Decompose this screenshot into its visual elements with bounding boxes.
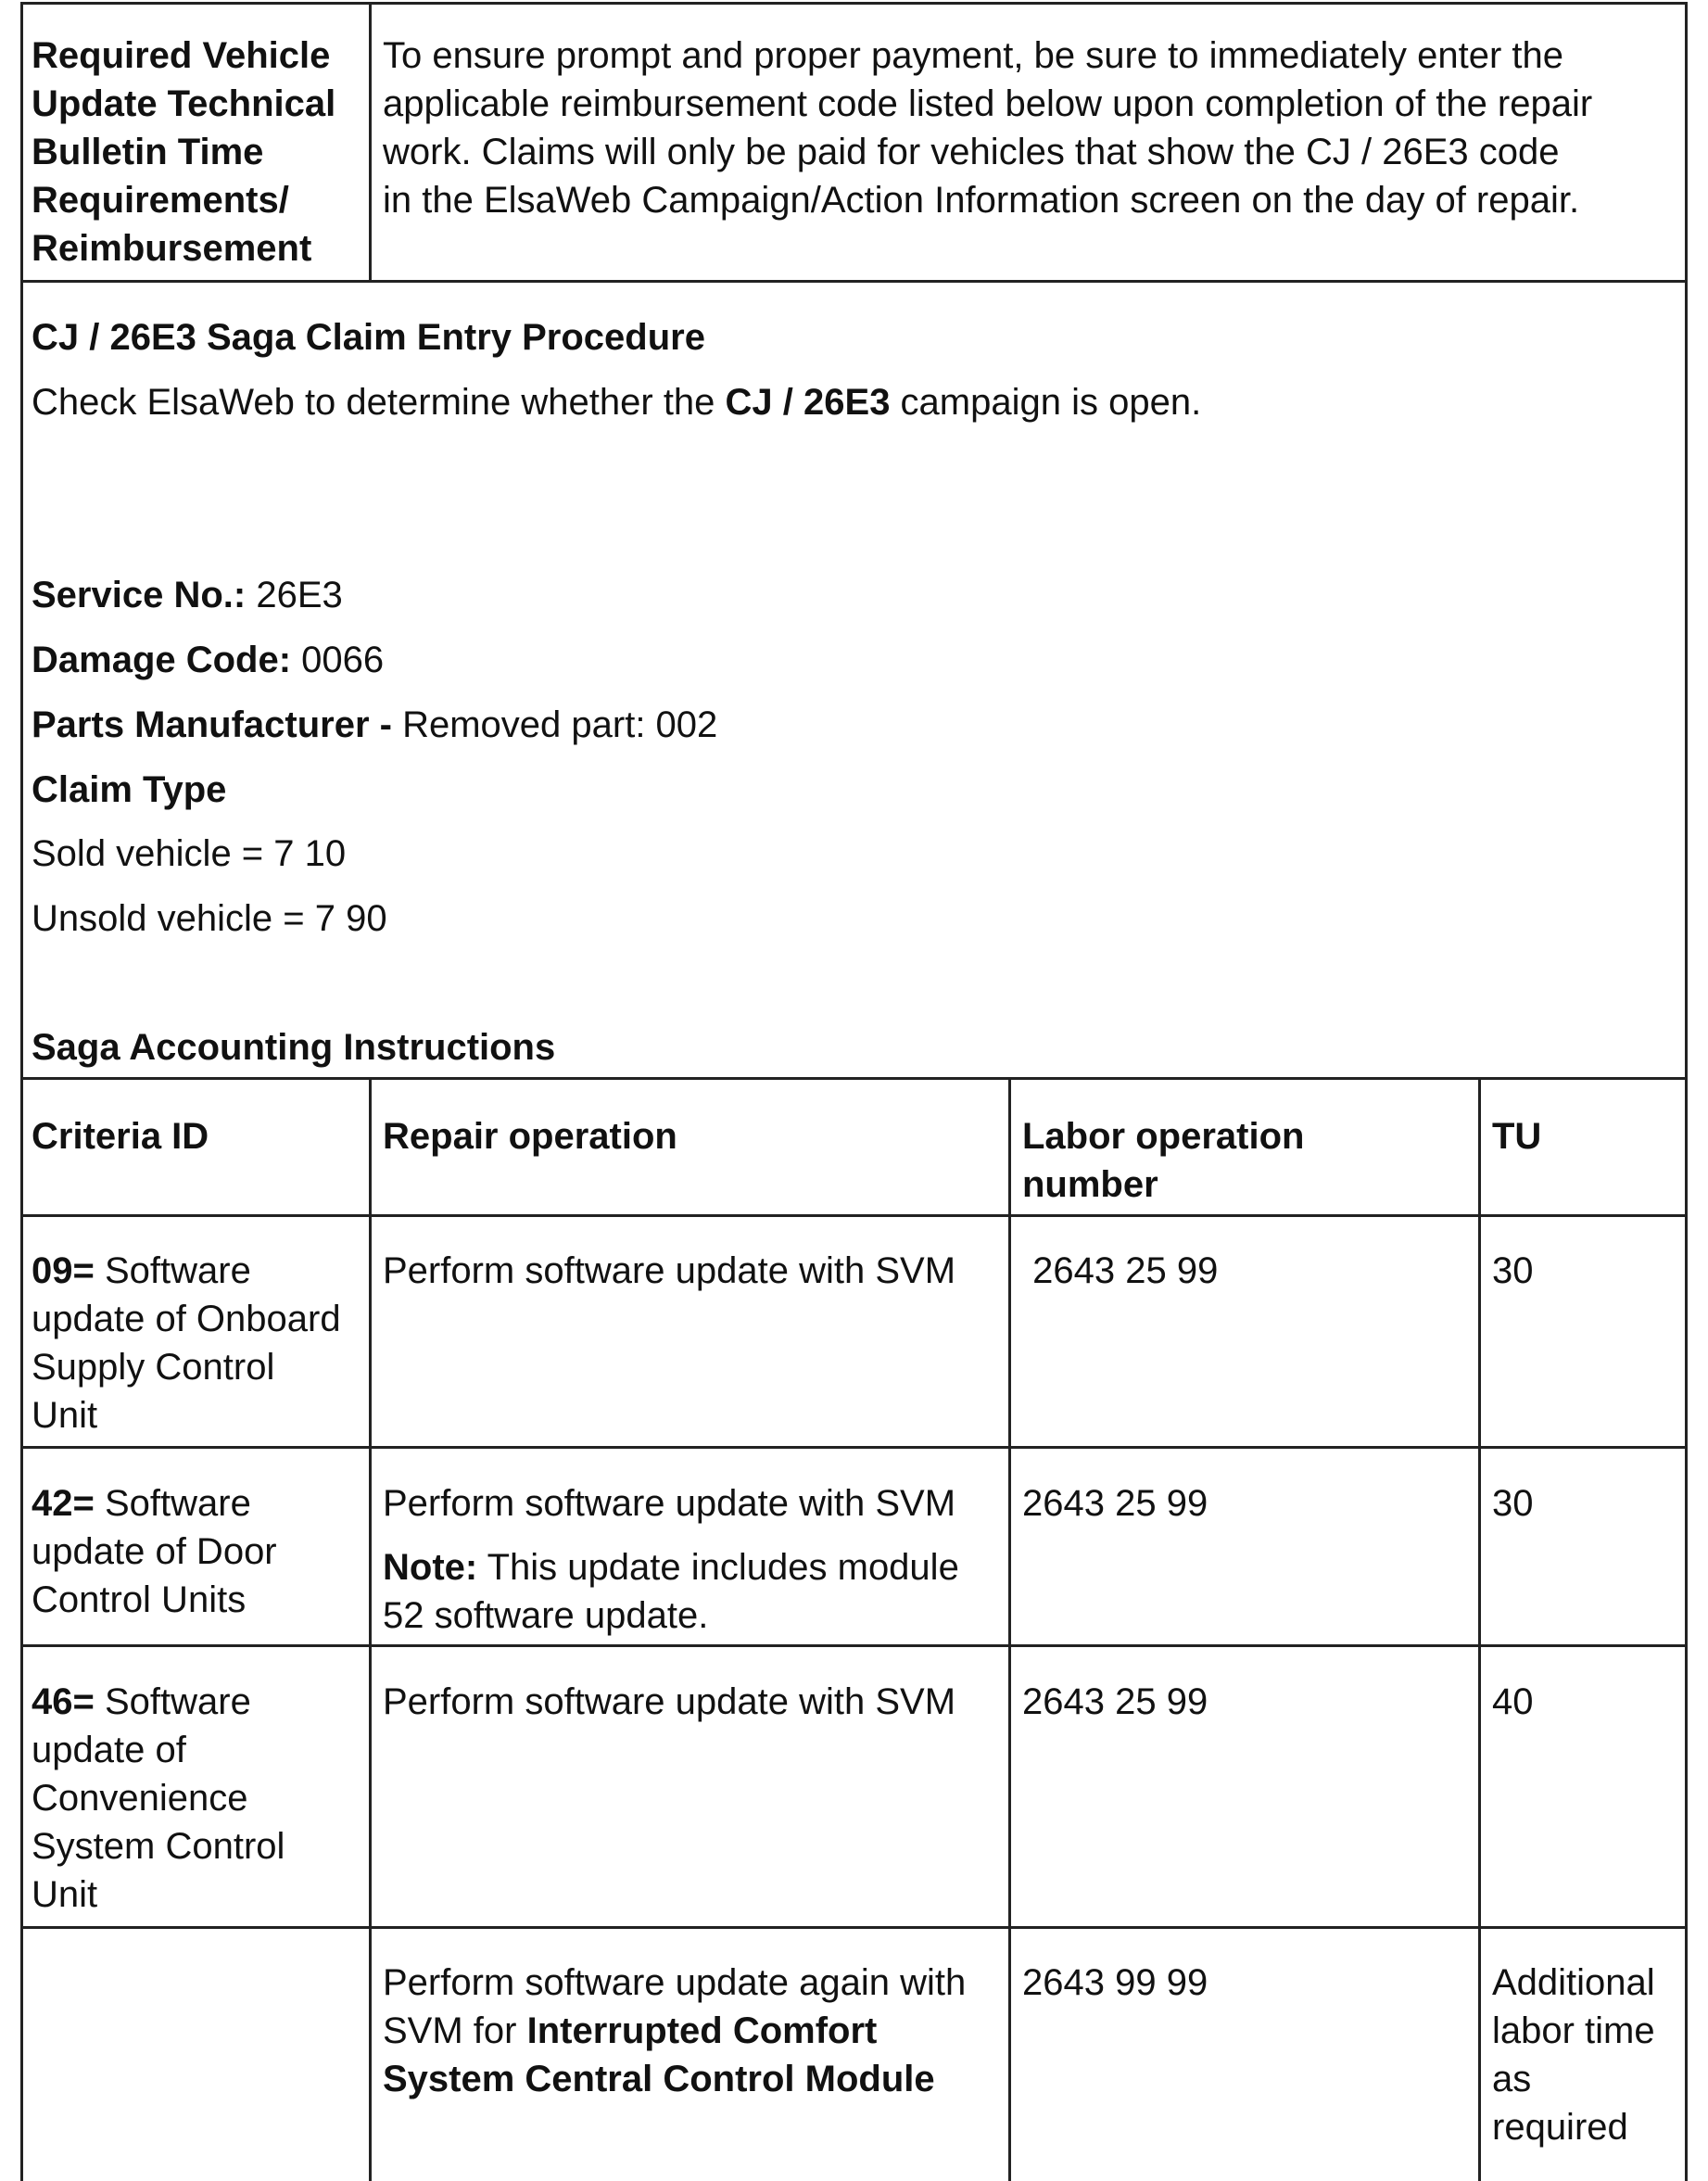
parts-manufacturer [32, 701, 717, 749]
header-label-line: Requirements/ [32, 180, 289, 221]
repair-bold: Interrupted Comfort [526, 2010, 878, 2051]
header-label-line: Reimbursement [32, 228, 312, 269]
row-4-labor: 2643 99 99 [1022, 1962, 1208, 2003]
repair-line: Perform software update again with [383, 1962, 967, 2003]
claim-unsold: Unsold vehicle = 7 90 [32, 898, 387, 939]
header-text-line: in the ElsaWeb Campaign/Action Information screen on the day of repair. [383, 180, 1580, 221]
header-text-line: work. Claims will only be paid for vehicles that show the CJ / 26E3 code [383, 132, 1560, 172]
header-label-line: Update Technical [32, 83, 336, 124]
row-1-repair: Perform software update with SVM [383, 1250, 956, 1291]
divider-col-2 [1008, 1077, 1011, 2181]
col-header-labor [1022, 1112, 1304, 1209]
claim-type-label: Claim Type [32, 769, 227, 810]
col-header-labor-line: Labor operation [1022, 1116, 1305, 1157]
criteria-line: Convenience [32, 1778, 248, 1819]
row-2-tu: 30 [1492, 1483, 1534, 1524]
claim-sold: Sold vehicle = 7 10 [32, 833, 347, 874]
divider-header [20, 280, 1688, 283]
damage-code [32, 636, 384, 684]
check-prefix: Check ElsaWeb to determine whether the [32, 382, 726, 423]
header-text [383, 32, 1592, 224]
criteria-line: update of [32, 1730, 186, 1770]
divider-row-1 [20, 1446, 1688, 1449]
col-header-tu: TU [1492, 1116, 1542, 1157]
row-3-repair: Perform software update with SVM [383, 1681, 956, 1722]
repair-line: Perform software update with SVM [383, 1483, 956, 1524]
criteria-line: Unit [32, 1874, 98, 1915]
row-2-repair [383, 1479, 959, 1640]
divider-col-1 [369, 1077, 372, 2181]
damage-value: 0066 [291, 640, 385, 680]
procedure-title: CJ / 26E3 Saga Claim Entry Procedure [32, 317, 705, 358]
note-line: 52 software update. [383, 1595, 709, 1636]
repair-line [383, 2007, 966, 2055]
service-label: Service No.: [32, 575, 247, 615]
row-2-criteria [32, 1479, 277, 1624]
row-1-criteria [32, 1247, 341, 1439]
col-header-criteria: Criteria ID [32, 1116, 209, 1157]
header-label-line: Required Vehicle [32, 35, 331, 76]
check-suffix: campaign is open. [890, 382, 1202, 423]
criteria-line: Unit [32, 1395, 98, 1436]
note-text: This update includes module [477, 1547, 959, 1588]
criteria-text: Software [94, 1250, 251, 1291]
divider-table-header [20, 1214, 1688, 1217]
criteria-line [32, 1678, 285, 1726]
header-label-line: Bulletin Time [32, 132, 264, 172]
note-label: Note: [383, 1547, 478, 1588]
tu-line: as [1492, 2059, 1532, 2099]
criteria-line: Supply Control [32, 1347, 275, 1388]
parts-value: Removed part: 002 [391, 704, 718, 745]
criteria-text: Software [94, 1681, 251, 1722]
header-text-line: To ensure prompt and proper payment, be sure to immediately enter the [383, 35, 1564, 76]
divider-row-2 [20, 1644, 1688, 1647]
divider-table-top [20, 1077, 1688, 1080]
criteria-id: 42= [32, 1483, 95, 1524]
damage-label: Damage Code: [32, 640, 292, 680]
row-1-labor: 2643 25 99 [1022, 1250, 1219, 1291]
criteria-line: System Control [32, 1826, 285, 1867]
row-1-tu: 30 [1492, 1250, 1534, 1291]
tu-line: Additional [1492, 1962, 1655, 2003]
check-code: CJ / 26E3 [725, 382, 891, 423]
criteria-text: Software [94, 1483, 251, 1524]
service-value: 26E3 [246, 575, 343, 615]
col-header-labor-line: number [1022, 1164, 1158, 1205]
note-line [383, 1543, 959, 1591]
row-4-repair [383, 1959, 966, 2103]
row-3-labor: 2643 25 99 [1022, 1681, 1208, 1722]
row-3-tu: 40 [1492, 1681, 1534, 1722]
criteria-id: 46= [32, 1681, 95, 1722]
row-2-labor: 2643 25 99 [1022, 1483, 1208, 1524]
criteria-line: Control Units [32, 1579, 247, 1620]
row-3-criteria [32, 1678, 285, 1919]
procedure-check-text [32, 378, 1201, 426]
tu-line: labor time [1492, 2010, 1655, 2051]
criteria-line: update of Onboard [32, 1299, 341, 1339]
header-label [32, 32, 335, 273]
repair-text: SVM for [383, 2010, 527, 2051]
service-number [32, 571, 343, 619]
criteria-id: 09= [32, 1250, 95, 1291]
divider-row-3 [20, 1926, 1688, 1929]
col-header-repair: Repair operation [383, 1116, 677, 1157]
criteria-line [32, 1247, 341, 1295]
header-text-line: applicable reimbursement code listed below upon completion of the repair [383, 83, 1593, 124]
repair-line: System Central Control Module [383, 2059, 935, 2099]
row-4-tu [1492, 1959, 1655, 2151]
divider-header-col [369, 2, 372, 280]
criteria-line [32, 1479, 277, 1528]
divider-col-3 [1478, 1077, 1481, 2181]
criteria-line: update of Door [32, 1531, 277, 1572]
parts-label: Parts Manufacturer - [32, 704, 392, 745]
accounting-title: Saga Accounting Instructions [32, 1027, 556, 1068]
tu-line: required [1492, 2107, 1628, 2148]
